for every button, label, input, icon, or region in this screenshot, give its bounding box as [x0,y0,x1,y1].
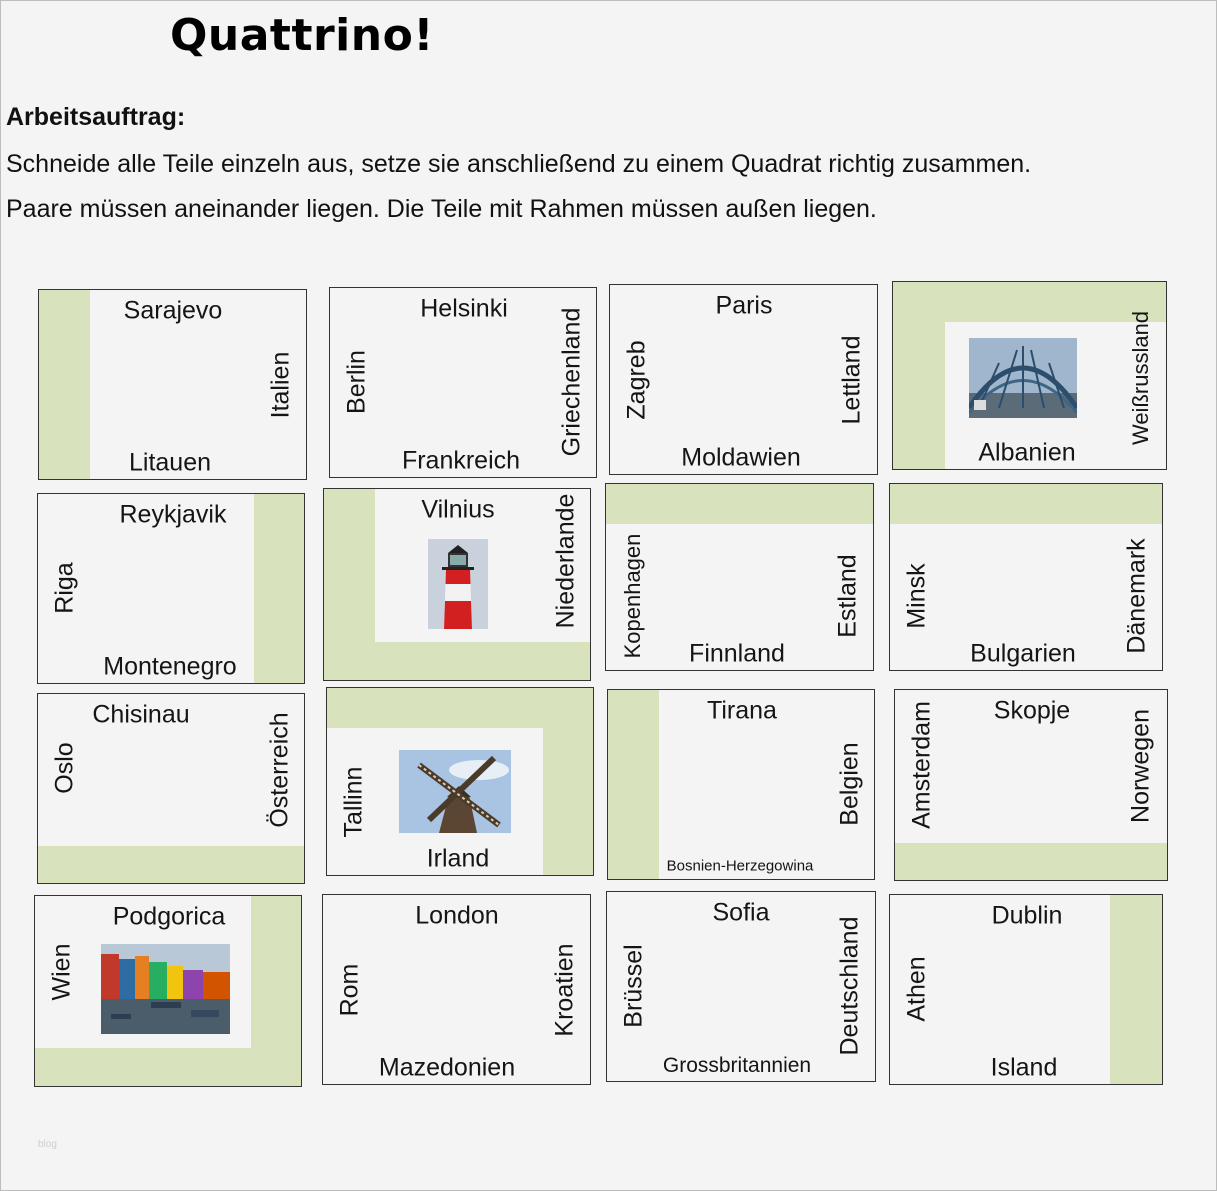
puzzle-card-11[interactable] [607,689,875,880]
watermark: blog [38,1139,57,1150]
task-heading: Arbeitsauftrag: [6,103,186,131]
card-bottom-label: Mazedonien [378,1053,516,1082]
card-bottom-label: Bosnien-Herzegowina [666,857,814,875]
card-top-label: Helsinki [420,294,508,323]
card-bottom-label: Litauen [128,448,212,477]
puzzle-card-3[interactable] [609,284,878,475]
task-line-2: Paare müssen aneinander liegen. Die Teile mit Rahmen müssen außen liegen. [6,195,877,223]
frame-band [39,290,90,479]
card-left-label: Zagreb [622,340,651,420]
puzzle-card-1[interactable] [38,289,307,480]
puzzle-card-9[interactable] [37,693,305,884]
puzzle-card-2[interactable] [329,287,597,478]
frame-band [895,843,1167,881]
card-right-label: Lettland [837,335,866,425]
frame-band-left [893,282,945,469]
puzzle-card-7[interactable] [605,483,874,671]
card-right-label: Kroatien [550,943,579,1037]
card-bottom-label: Bulgarien [970,639,1076,668]
card-bottom-label: Montenegro [103,652,237,681]
card-right-label: Deutschland [835,916,864,1056]
card-left-label: Wien [47,943,76,1001]
card-bottom-label: Finnland [689,639,785,668]
puzzle-card-10[interactable] [326,687,594,876]
card-right-label: Dänemark [1122,538,1151,654]
card-left-label: Kopenhagen [620,533,645,659]
puzzle-card-5[interactable] [37,493,305,684]
card-top-label: Podgorica [112,902,226,931]
card-top-label: Tirana [707,696,777,725]
card-left-label: Amsterdam [907,701,936,829]
card-right-label: Weißrussland [1128,310,1153,446]
card-left-label: Brüssel [619,944,648,1028]
card-left-label: Oslo [50,742,79,794]
card-left-label: Athen [902,956,931,1022]
card-left-label: Riga [50,562,79,614]
puzzle-card-14[interactable] [322,894,591,1085]
card-right-label: Estland [833,554,862,638]
card-bottom-label: Island [990,1053,1058,1082]
card-bottom-label: Frankreich [401,446,521,475]
card-bottom-label: Moldawien [681,443,801,472]
card-top-label: Paris [715,291,773,320]
puzzle-card-13[interactable] [34,895,302,1087]
frame-band [606,484,873,524]
card-bottom-label: Irland [426,844,490,873]
task-line-1: Schneide alle Teile einzeln aus, setze sie anschließend zu einem Quadrat richtig zusammen. [6,150,1032,178]
frame-band [38,846,304,884]
card-top-label: Chisinau [92,700,190,729]
card-left-label: Berlin [342,350,371,414]
puzzle-card-6[interactable] [323,488,591,681]
bridge-photo [969,338,1077,418]
frame-band-right [543,688,594,875]
frame-band-bottom [324,642,590,681]
puzzle-card-8[interactable] [889,483,1163,671]
puzzle-card-4[interactable] [892,281,1167,470]
card-right-label: Österreich [265,712,294,828]
card-top-label: Dublin [991,901,1063,930]
card-top-label: London [415,901,499,930]
card-top-label: Vilnius [421,495,495,524]
frame-band [890,484,1162,524]
lighthouse-photo [428,539,488,629]
card-bottom-label: Grossbritannien [662,1054,812,1077]
frame-band [608,690,659,879]
card-left-label: Tallinn [339,766,368,838]
puzzle-card-12[interactable] [894,689,1168,881]
card-top-label: Skopje [993,696,1071,725]
frame-band [254,494,305,683]
card-right-label: Italien [266,351,295,419]
windmill-photo [399,750,511,833]
card-right-label: Norwegen [1126,709,1155,823]
card-left-label: Minsk [902,563,931,629]
frame-band-bottom [35,1048,301,1087]
card-right-label: Griechenland [557,307,586,457]
card-right-label: Belgien [835,742,864,826]
card-top-label: Sofia [712,898,770,927]
card-right-label: Niederlande [551,493,580,629]
puzzle-card-15[interactable] [606,891,876,1082]
card-top-label: Reykjavik [119,500,227,529]
puzzle-card-16[interactable] [889,894,1163,1085]
card-left-label: Rom [335,963,364,1017]
card-top-label: Sarajevo [123,296,223,325]
page-title: Quattrino! [170,10,434,61]
canal-houses-photo [101,944,230,1034]
frame-band [1110,895,1163,1084]
card-bottom-label: Albanien [978,438,1076,467]
